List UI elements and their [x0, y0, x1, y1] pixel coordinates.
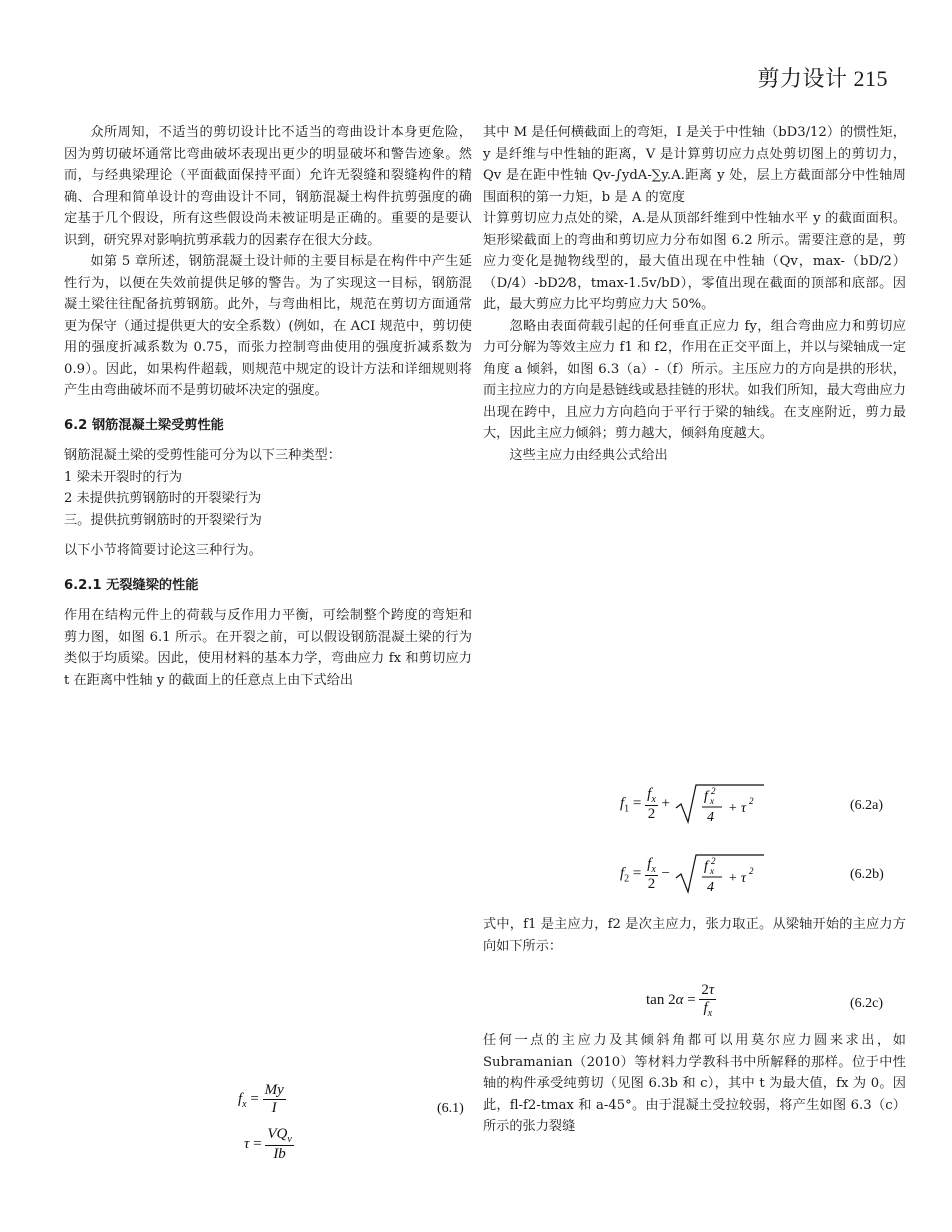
svg-text:2: 2	[710, 856, 716, 866]
svg-text:f: f	[703, 859, 708, 874]
subsection-heading: 6.2.1 无裂缝梁的性能	[64, 577, 199, 593]
right-column-lower-1	[483, 914, 906, 957]
list-item: 2 未提供抗剪钢筋时的开裂梁行为	[64, 491, 262, 506]
sqrt-radical-icon	[674, 782, 766, 826]
svg-text:2: 2	[748, 796, 754, 806]
equation-6-1-bending: $f_x$ = $\frac{My}{I}$	[238, 1082, 284, 1116]
body-paragraph: 这些主应力由经典公式给出	[509, 447, 668, 463]
body-paragraph: 以下小节将简要讨论这三种行为。	[64, 543, 262, 558]
svg-text:f: f	[703, 789, 708, 804]
svg-text:2: 2	[710, 786, 716, 796]
body-paragraph: 式中，f1 是主应力，f2 是次主应力，张力取正。从梁轴开始的主应力方向如下所示：	[483, 917, 906, 954]
list-item: 三。提供抗剪钢筋时的开裂梁行为	[64, 512, 262, 528]
equation-number: (6.2c)	[850, 996, 884, 1011]
equation-number: (6.2b)	[850, 867, 884, 882]
svg-text:2: 2	[748, 866, 754, 876]
sqrt-radical-icon	[674, 852, 766, 896]
right-column-lower-2	[483, 1030, 906, 1138]
equation-6-2c: tan 2α = $\frac{2\tau}{f_x}$	[646, 982, 715, 1019]
svg-text:4: 4	[706, 880, 714, 895]
body-paragraph: 计算剪切应力点处的梁，A.是从顶部纤维到中性轴水平 y 的截面面积。矩形梁截面上的弯曲和剪切应力分布如图 6.2 所示。需要注意的是，剪应力变化是抛物线型的，最大值出现在中性轴（Qv，max-（bD/2）（D/4）-bD2⁄8，tmax-1.5v/bD），零值出现在截面的顶部和底部。因此，最大剪应力比平均剪应力大 50%。	[483, 211, 907, 312]
left-column	[64, 122, 472, 691]
svg-text:x: x	[709, 866, 714, 876]
equation-number: (6.2a)	[850, 798, 884, 813]
running-header: 剪力设计 215	[757, 66, 888, 91]
svg-text:+: +	[727, 801, 738, 816]
svg-text:τ: τ	[740, 871, 746, 886]
equation-number: (6.1)	[437, 1101, 464, 1116]
equation-6-1-shear: τ = $\frac{VQ_v}{Ib}$	[244, 1126, 292, 1162]
body-paragraph: 其中 M 是任何横截面上的弯矩，I 是关于中性轴（bD3/12）的惯性矩，y 是纤维与中性轴的距离，V 是计算剪切应力点处剪切图上的剪切力，Qv 是在距中性轴 Qv-∫ydA-∑y.A.距离 y 处，层上方截面部分中性轴周围面积的第一力矩，b 是 A 的宽度	[483, 125, 906, 205]
body-paragraph: 任何一点的主应力及其倾斜角都可以用莫尔应力圆来求出，如 Subramanian（2010）等材料力学教科书中所解释的那样。位于中性轴的构件承受纯剪切（见图 6.3b 和 c），其中 t 为最大值，fx 为 0。因此，fl-f2-tmax 和 a-45°。由于混凝土受拉较弱，将产生如图 6.3（c）所示的张力裂缝	[483, 1033, 906, 1134]
section-heading: 6.2 钢筋混凝土梁受剪性能	[64, 417, 224, 433]
body-paragraph: 忽略由表面荷载引起的任何垂直正应力 fy，组合弯曲应力和剪切应力可分解为等效主应力 f1 和 f2，作用在正交平面上，并以与梁轴成一定角度 a 倾斜，如图 6.3（a）-（f）所示。主压应力的方向是拱的形状，而主拉应力的方向是悬链线或悬挂链的形状。如我们所知，最大弯曲应力出现在跨中，且应力方向趋向于平行于梁的轴线。在支座附近，剪力最大，因此主应力倾斜；剪力越大，倾斜角度越大。	[483, 318, 906, 441]
svg-text:4: 4	[706, 810, 714, 825]
equation-6-2b: $f_2$ = $\frac{f_x}{2}$ − f x 2 4 + τ 2	[620, 852, 766, 896]
equation-6-2a: $f_1$ = $\frac{f_x}{2}$ + f x 2 4 + τ 2	[620, 782, 766, 826]
svg-text:+: +	[727, 871, 738, 886]
right-column	[483, 122, 906, 466]
list-item: 1 梁未开裂时的行为	[64, 469, 183, 485]
body-paragraph: 众所周知，不适当的剪切设计比不适当的弯曲设计本身更危险，因为剪切破坏通常比弯曲破坏表现出更少的明显破坏和警告迹象。然而，与经典梁理论（平面截面保持平面）允许无裂缝和裂缝构件的精确、合理和简单设计的弯曲设计不同，钢筋混凝土构件抗剪强度的确定基于几个假设，所有这些假设尚未被证明是正确的。重要的是要认识到，研究界对影响抗剪承载力的因素存在很大分歧。	[64, 125, 472, 248]
svg-text:τ: τ	[740, 801, 746, 816]
body-paragraph: 作用在结构元件上的荷载与反作用力平衡，可绘制整个跨度的弯矩和剪力图，如图 6.1 所示。在开裂之前，可以假设钢筋混凝土梁的行为类似于均质梁。因此，使用材料的基本力学，弯曲应力 fx 和剪切应力 t 在距离中性轴 y 的截面上的任意点上由下式给出	[64, 608, 472, 688]
body-paragraph: 如第 5 章所述，钢筋混凝土设计师的主要目标是在构件中产生延性行为，以便在失效前提供足够的警告。为了实现这一目标，钢筋混凝土梁往往配备抗剪钢筋。此外，与弯曲相比，规范在剪切方面通常更为保守（通过提供更大的安全系数）(例如，在 ACI 规范中，剪切使用的强度折减系数为 0.75，而张力控制弯曲使用的强度折减系数为 0.9）。因此，如果构件超载，则规范中规定的设计方法和详细规则将产生由弯曲破坏而不是剪切破坏决定的强度。	[64, 254, 472, 398]
body-paragraph: 钢筋混凝土梁的受剪性能可分为以下三种类型：	[64, 448, 341, 463]
svg-text:x: x	[709, 796, 714, 806]
